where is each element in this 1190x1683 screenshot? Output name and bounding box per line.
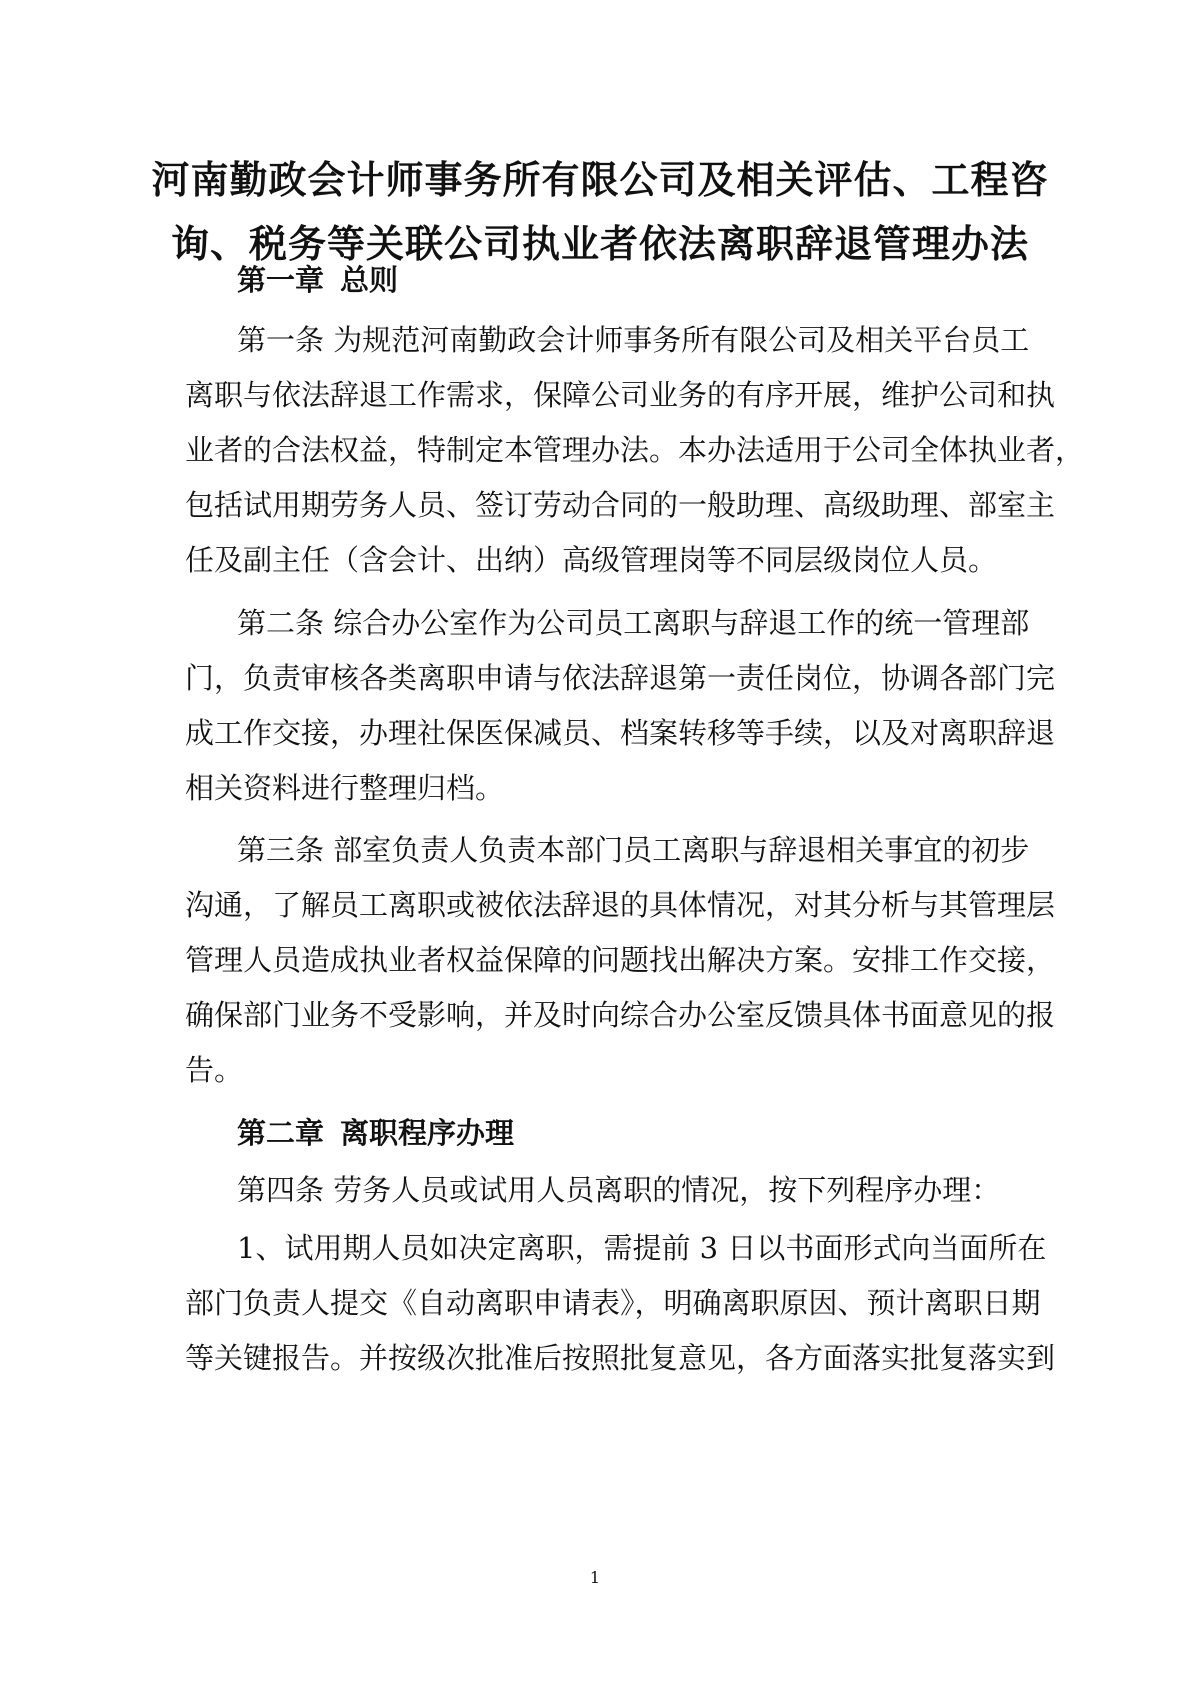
article-line: 包括试用期劳务人员、签订劳动合同的一般助理、高级助理、部室主 — [185, 488, 1056, 522]
article-line: 第一条 为规范河南勤政会计师事务所有限公司及相关平台员工 — [237, 323, 1030, 357]
document-title — [150, 148, 1050, 276]
item-line: 1、试用期人员如决定离职，需提前 3 日以书面形式向当面所在 — [237, 1231, 1047, 1265]
article-line: 任及副主任（含会计、出纳）高级管理岗等不同层级岗位人员。 — [185, 543, 998, 577]
article-line: 业者的合法权益，特制定本管理办法。本办法适用于公司全体执业者， — [185, 433, 1085, 467]
article-line: 沟通，了解员工离职或被依法辞退的具体情况，对其分析与其管理层 — [185, 888, 1056, 922]
item-line: 等关键报告。并按级次批准后按照批复意见，各方面落实批复落实到 — [185, 1341, 1056, 1375]
item-line: 部门负责人提交《自动离职申请表》，明确离职原因、预计离职日期 — [185, 1286, 1041, 1320]
chapter-number: 第二章 — [237, 1116, 325, 1150]
article-line: 确保部门业务不受影响，并及时向综合办公室反馈具体书面意见的报 — [185, 998, 1056, 1032]
page-number: 1 — [589, 1568, 601, 1587]
title-line: 河南勤政会计师事务所有限公司及相关评估、工程咨 — [151, 158, 1049, 202]
article-line: 门，负责审核各类离职申请与依法辞退第一责任岗位，协调各部门完 — [185, 661, 1056, 695]
chapter-number: 第一章 — [237, 263, 325, 297]
chapter-heading — [237, 1113, 514, 1153]
chapter-name: 总则 — [340, 263, 399, 297]
article-line: 第三条 部室负责人负责本部门员工离职与辞退相关事宜的初步 — [237, 833, 1030, 867]
article-line: 第二条 综合办公室作为公司员工离职与辞退工作的统一管理部 — [237, 606, 1030, 640]
article-line: 成工作交接，办理社保医保减员、档案转移等手续，以及对离职辞退 — [185, 716, 1056, 750]
article-line: 相关资料进行整理归档。 — [185, 771, 505, 805]
article-line: 离职与依法辞退工作需求，保障公司业务的有序开展，维护公司和执 — [185, 378, 1056, 412]
article-line: 管理人员造成执业者权益保障的问题找出解决方案。安排工作交接， — [185, 943, 1056, 977]
chapter-name: 离职程序办理 — [340, 1116, 515, 1150]
article-line: 告。 — [185, 1053, 244, 1087]
title-line: 询、税务等关联公司执业者依法离职辞退管理办法 — [170, 222, 1029, 266]
chapter-heading — [237, 260, 398, 300]
article-line: 第四条 劳务人员或试用人员离职的情况，按下列程序办理： — [237, 1173, 1001, 1207]
